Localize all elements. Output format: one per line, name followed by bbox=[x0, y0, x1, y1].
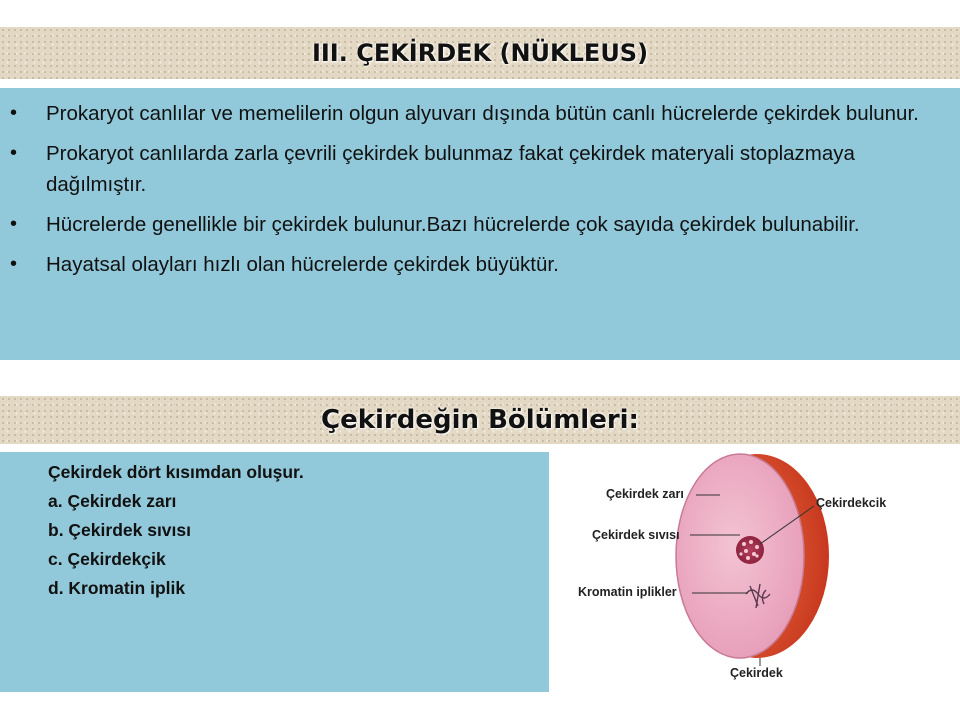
bullet-text: Prokaryot canlılar ve memelilerin olgun alyuvarı dışında bütün canlı hücrelerde çekirdek bulunur. bbox=[46, 102, 919, 125]
parts-list bbox=[48, 458, 304, 603]
bullet-icon: • bbox=[10, 142, 18, 164]
parts-box bbox=[0, 452, 549, 692]
label-chromatin: Kromatin iplikler bbox=[578, 585, 677, 599]
bullet-text: Hayatsal olayları hızlı olan hücrelerde çekirdek büyüktür. bbox=[46, 253, 559, 276]
bullet-item bbox=[0, 209, 930, 240]
parts-intro: Çekirdek dört kısımdan oluşur. bbox=[48, 462, 304, 482]
label-nucleus: Çekirdek bbox=[730, 666, 783, 680]
bullet-icon: • bbox=[10, 102, 18, 124]
part-item: a. Çekirdek zarı bbox=[48, 491, 177, 511]
bullet-item bbox=[0, 249, 930, 280]
part-item: b. Çekirdek sıvısı bbox=[48, 520, 191, 540]
page-title: III. ÇEKİRDEK (NÜKLEUS) bbox=[311, 39, 649, 67]
bullet-icon: • bbox=[10, 213, 18, 235]
section-banner bbox=[0, 396, 960, 444]
bullet-item bbox=[0, 138, 930, 200]
bullet-text: Hücrelerde genellikle bir çekirdek bulunur.Bazı hücrelerde çok sayıda çekirdek bulunabilir. bbox=[46, 213, 860, 236]
part-item: c. Çekirdekçik bbox=[48, 549, 166, 569]
section-title: Çekirdeğin Bölümleri: bbox=[321, 405, 639, 435]
title-banner bbox=[0, 27, 960, 79]
label-fluid: Çekirdek sıvısı bbox=[592, 528, 680, 542]
label-membrane: Çekirdek zarı bbox=[606, 487, 684, 501]
nucleolus-shape bbox=[736, 536, 764, 564]
info-box bbox=[0, 88, 960, 360]
bullet-icon: • bbox=[10, 253, 18, 275]
bullet-text: Prokaryot canlılarda zarla çevrili çekirdek bulunmaz fakat çekirdek materyali stoplazmaya dağılmıştır. bbox=[46, 142, 855, 196]
part-item: d. Kromatin iplik bbox=[48, 578, 186, 598]
bullet-list bbox=[0, 88, 960, 280]
bullet-item bbox=[0, 98, 930, 129]
nucleus-diagram bbox=[570, 452, 950, 692]
label-nucleolus: Çekirdekcik bbox=[816, 496, 887, 510]
